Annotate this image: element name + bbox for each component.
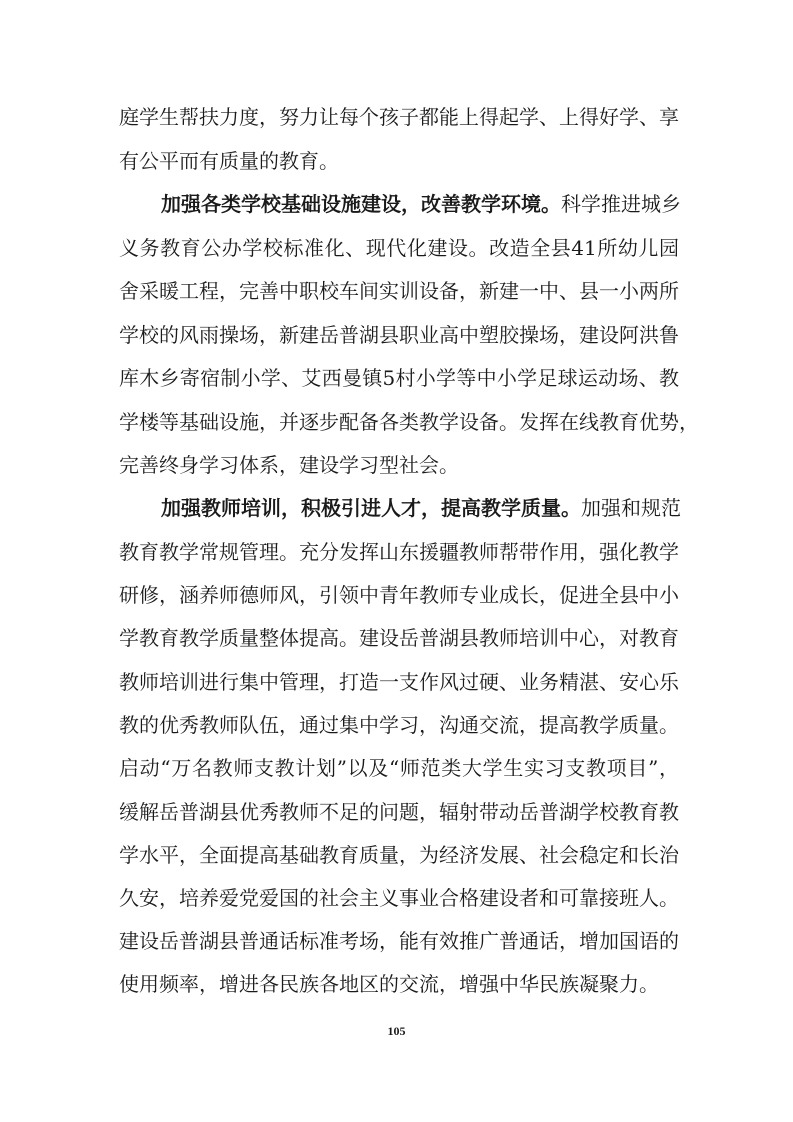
body-text-line: 学楼等基础设施，并逐步配备各类教学设备。发挥在线教育优势，: [119, 410, 699, 434]
paragraph-heading: 加强各类学校基础设施建设，改善教学环境。: [161, 192, 561, 216]
body-text-line: 教育教学常规管理。充分发挥山东援疆教师帮带作用，强化教学: [119, 540, 679, 564]
body-text-line: 缓解岳普湖县优秀教师不足的问题，辐射带动岳普湖学校教育教: [119, 800, 679, 824]
page-number: 105: [387, 1024, 406, 1038]
body-text-line: 学教育教学质量整体提高。建设岳普湖县教师培训中心，对教育: [119, 626, 679, 650]
body-text: 科学推进城乡: [561, 192, 681, 216]
body-text-line: 学水平，全面提高基础教育质量，为经济发展、社会稳定和长治: [119, 843, 679, 867]
body-text-line: 使用频率，增进各民族各地区的交流，增强中华民族凝聚力。: [119, 972, 659, 996]
paragraph-first-line: [161, 491, 679, 525]
body-text-line: 研修，涵养师德师风，引领中青年教师专业成长，促进全县中小: [119, 583, 679, 607]
body-text-line: 建设岳普湖县普通话标准考场，能有效推广普通话，增加国语的: [119, 929, 679, 953]
body-text-line: 舍采暖工程，完善中职校车间实训设备，新建一中、县一小两所: [119, 279, 679, 303]
paragraph-first-line: [161, 187, 679, 221]
body-text-line: 庭学生帮扶力度，努力让每个孩子都能上得起学、上得好学、享: [119, 105, 679, 129]
body-text-line: 学校的风雨操场，新建岳普湖县职业高中塑胶操场，建设阿洪鲁: [119, 323, 679, 347]
body-text: 加强和规范: [581, 496, 681, 520]
body-text-line: 库木乡寄宿制小学、艾西曼镇5村小学等中小学足球运动场、教: [119, 366, 679, 390]
body-text-line: 有公平而有质量的教育。: [119, 149, 339, 173]
body-text-line: 启动“万名教师支教计划”以及“师范类大学生实习支教项目”，: [119, 756, 679, 780]
body-text-line: 教师培训进行集中管理，打造一支作风过硬、业务精湛、安心乐: [119, 670, 679, 694]
body-text-line: 教的优秀教师队伍，通过集中学习，沟通交流，提高教学质量。: [119, 713, 679, 737]
body-text-line: 久安，培养爱党爱国的社会主义事业合格建设者和可靠接班人。: [119, 886, 679, 910]
paragraph-heading: 加强教师培训，积极引进人才，提高教学质量。: [161, 496, 581, 520]
body-text-line: 义务教育公办学校标准化、现代化建设。改造全县41所幼儿园: [119, 236, 679, 260]
body-text-line: 完善终身学习体系，建设学习型社会。: [119, 453, 459, 477]
